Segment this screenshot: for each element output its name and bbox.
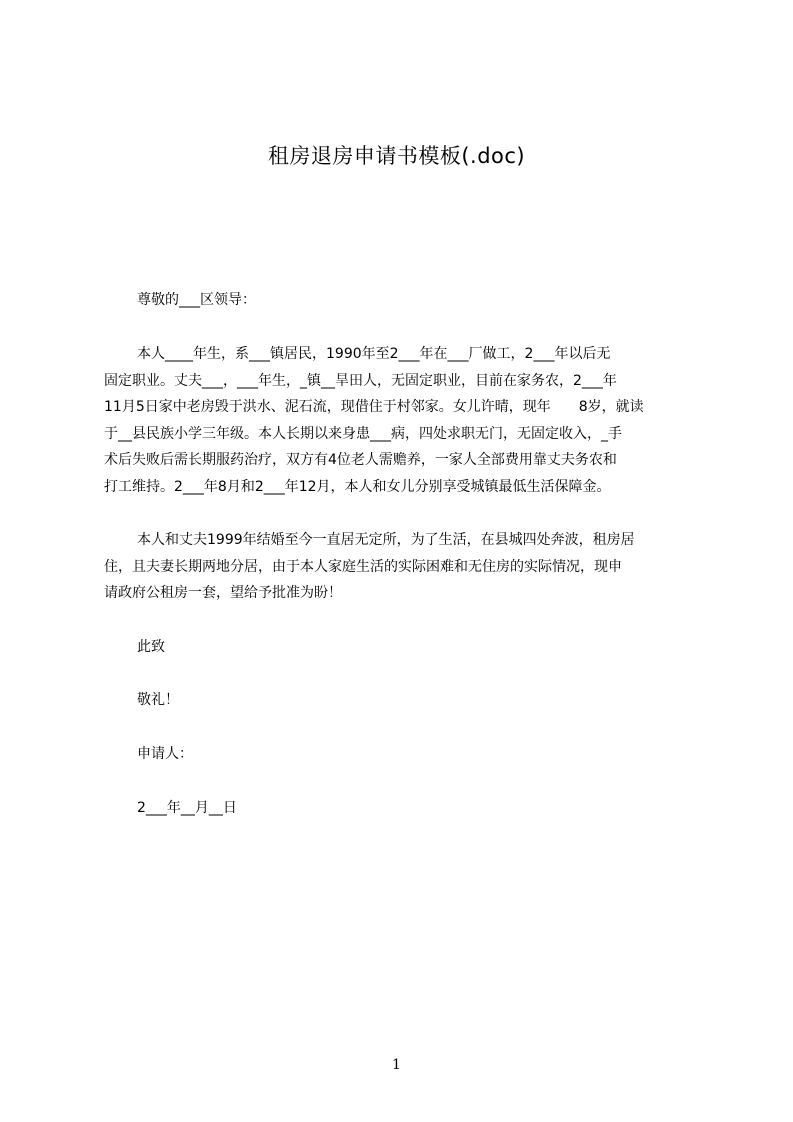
salutation: 尊敬的___区领导： [137, 292, 256, 308]
closing-ci-zhi: 此致 [137, 639, 165, 655]
paragraph-1 [104, 341, 696, 500]
paragraph-1-line: 11月5日家中老房毁于洪水、泥石流，现借住于村邻家。女儿许晴，现年 8岁，就读 [104, 399, 644, 415]
paragraph-1-line: 打工维持。2___年8月和2___年12月，本人和女儿分别享受城镇最低生活保障金。 [104, 478, 611, 495]
page-number: 1 [392, 1057, 401, 1073]
paragraph-1-line: 本人____年生，系___镇居民，1990年至2___年在___厂做工，2___年以后无 [137, 346, 611, 362]
paragraph-1-line: 固定职业。丈夫___，___年生，_镇__旱田人，无固定职业，目前在家务农，2___年 [104, 372, 617, 389]
paragraph-2 [104, 527, 696, 607]
date-line: 2___年__月__日 [137, 800, 237, 816]
closing-jing-li: 敬礼！ [137, 692, 179, 708]
paragraph-1-line: 于__县民族小学三年级。本人长期以来身患___病，四处求职无门，无固定收入，_手 [104, 425, 622, 442]
paragraph-1-line: 术后失败后需长期服药治疗，双方有4位老人需赡养，一家人全部费用靠丈夫务农和 [104, 452, 617, 468]
paragraph-2-line: 请政府公租房一套，望给予批准为盼！ [104, 585, 342, 601]
paragraph-2-line: 本人和丈夫1999年结婚至今一直居无定所，为了生活，在县城四处奔波，租房居 [137, 532, 635, 548]
paragraph-2-line: 住，且夫妻长期两地分居，由于本人家庭生活的实际困难和无住房的实际情况，现申 [104, 558, 622, 575]
applicant-label: 申请人： [137, 746, 193, 762]
document-title: 租房退房申请书模板(.doc) [267, 144, 526, 168]
